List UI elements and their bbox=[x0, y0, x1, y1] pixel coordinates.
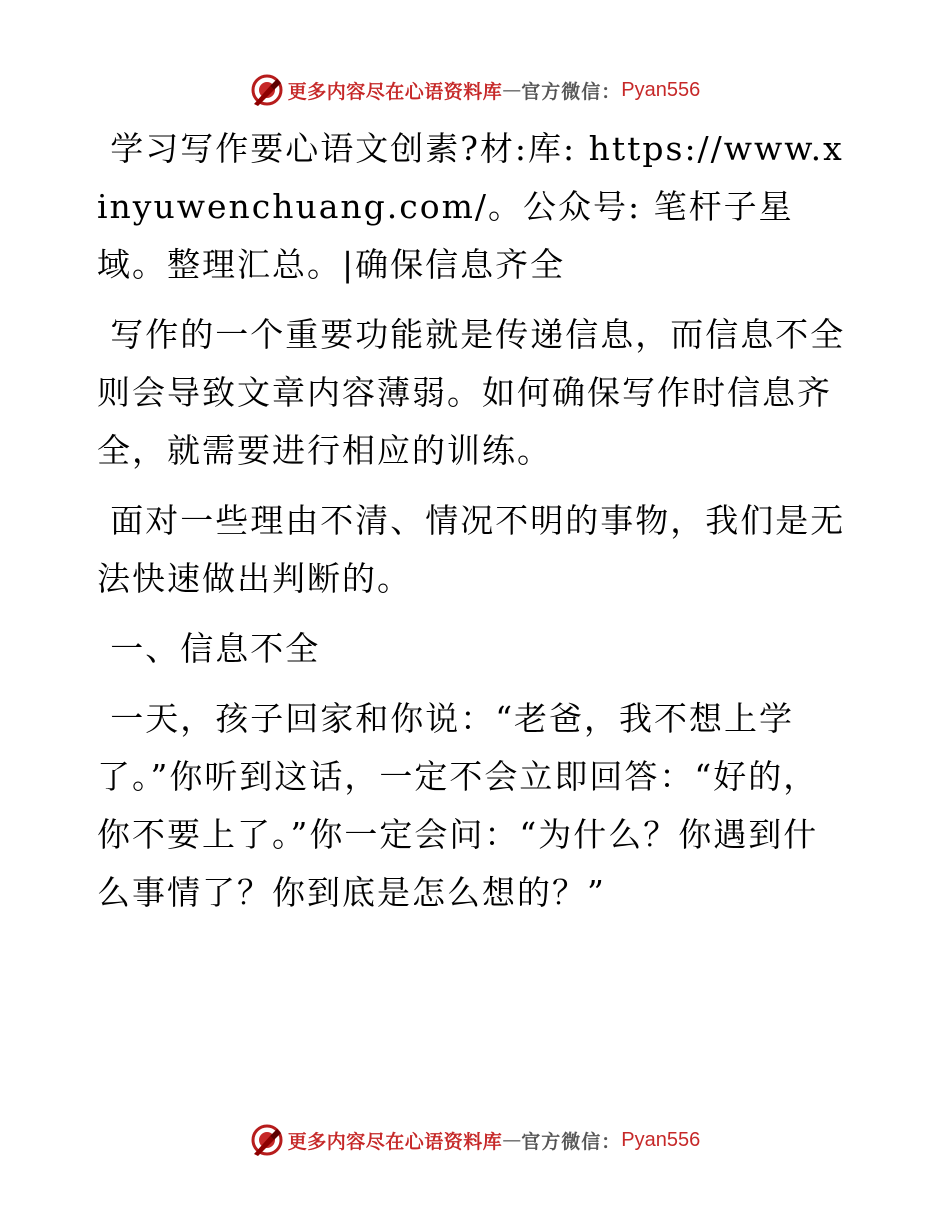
section-heading-incomplete-info: 一、信息不全 bbox=[110, 629, 321, 668]
red-pen-circle-logo-icon bbox=[250, 73, 284, 107]
header-banner bbox=[0, 70, 950, 110]
footer-banner-wechat-label: 官方微信： bbox=[521, 1130, 622, 1153]
footer-banner-text: 更多内容尽在心语资料库 bbox=[287, 1130, 503, 1153]
footer-banner-wechat-id: Pyan556 bbox=[621, 1128, 701, 1151]
paragraph-writing-function: 写作的一个重要功能就是传递信息，而信息不全则会导致文章内容薄弱。如何确保写作时信息齐全，就需要进行相应的训练。 bbox=[97, 315, 846, 470]
footer-banner-separator: — bbox=[502, 1129, 522, 1151]
paragraph-child-example: 一天，孩子回家和你说：“老爸，我不想上学了。”你听到这话，一定不会立即回答：“好的，你不要上了。”你一定会问：“为什么？你遇到什么事情了？你到底是怎么想的？” bbox=[97, 699, 819, 912]
footer-banner bbox=[0, 1120, 950, 1160]
banner-separator: — bbox=[502, 79, 522, 101]
banner-wechat-label: 官方微信： bbox=[521, 80, 622, 103]
paragraph-intro: 学习写作要心语文创素?材:库: https://www.xinyuwenchuang.com/。公众号: 笔杆子星域。整理汇总。|确保信息齐全 bbox=[97, 129, 844, 284]
banner-wechat-id: Pyan556 bbox=[621, 78, 701, 101]
red-pen-circle-logo-icon bbox=[250, 1123, 284, 1157]
banner-text: 更多内容尽在心语资料库 bbox=[287, 80, 503, 103]
document-body bbox=[97, 120, 849, 934]
paragraph-unclear-things: 面对一些理由不清、情况不明的事物，我们是无法快速做出判断的。 bbox=[97, 501, 846, 598]
